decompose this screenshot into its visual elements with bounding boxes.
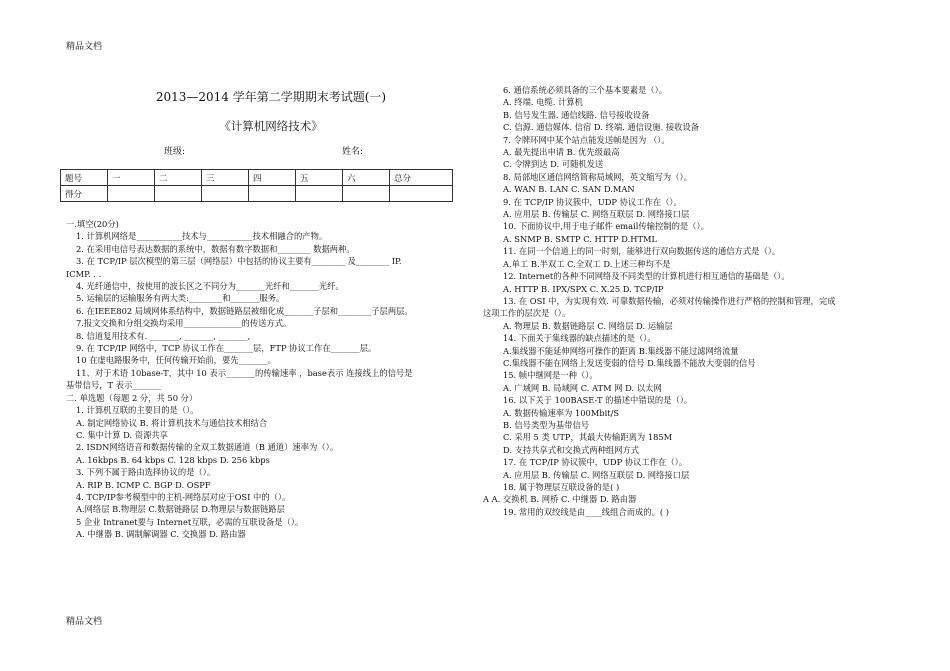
question-line: 8. 信道复用技术有. _______, _______, _______, bbox=[76, 330, 251, 341]
question-line: 7. 令牌环网中某个站点能发送帧是因为 （）。 bbox=[503, 134, 670, 145]
question-line: 6. 通信系统必须具备的三个基本要素是（）。 bbox=[503, 85, 668, 95]
right-column bbox=[483, 84, 903, 518]
score-cell bbox=[343, 186, 390, 202]
question-line: 11、对于术语 10base-T，其中 10 表示_______的传输速率 ，base表示 连接线上的信号是 bbox=[76, 367, 413, 378]
option-line: A A. 交换机 B. 网桥 C. 中继器 D. 路由器 bbox=[483, 494, 637, 505]
exam-subtitle: 《计算机网络技术》 bbox=[219, 119, 323, 133]
page-header: 精品文档 bbox=[66, 42, 103, 52]
question-line: 13. 在 OSI 中，为实现有效. 可靠数据传输，必须对传输操作进行严格的控制和管理，完成 bbox=[503, 295, 836, 306]
option-line: D. 支持共享式和交换式两种组网方式 bbox=[503, 444, 640, 455]
question-line: 11. 在同一个信道上的同一时刻，能够进行双向数据传送的通信方式是（）。 bbox=[503, 246, 781, 257]
score-table-header-row bbox=[61, 170, 453, 186]
question-line: ICMP. . . bbox=[66, 268, 102, 279]
option-line: A. SNMP B. SMTP C. HTTP D.HTML bbox=[503, 233, 658, 244]
option-line: B. 信号发生器. 通信线路. 信号接收设备 bbox=[503, 109, 650, 120]
option-line: B. 信号类型为基带信号 bbox=[503, 419, 590, 430]
option-line: A.网络层 B.物理层 C.数据链路层 D.物理层与数据链路层 bbox=[76, 504, 285, 515]
class-label: 班级: bbox=[164, 147, 186, 157]
option-line: C. 令牌到达 D. 可随机发送 bbox=[503, 159, 604, 170]
option-line: A. 16kbps B. 64 kbps C. 128 kbps D. 256 kbps bbox=[76, 454, 270, 465]
question-line: 这项工作的层次是（）。 bbox=[483, 308, 571, 319]
question-line: 1. 计算机网络是___________技术与___________技术相融合的产物。 bbox=[76, 231, 328, 242]
page-footer: 精品文档 bbox=[66, 617, 103, 627]
option-line: A. 中继器 B. 调制解调器 C. 交换器 D. 路由器 bbox=[76, 529, 246, 540]
question-line: 17. 在 TCP/IP 协议簇中，UDP 协议工作在（）。 bbox=[503, 457, 688, 468]
score-table bbox=[60, 169, 453, 202]
question-line: 3. 下列不属于路由选择协议的是（）。 bbox=[76, 467, 216, 478]
option-line: C. 信源. 通信媒体. 信宿 D. 终端. 通信设施. 接收设备 bbox=[503, 122, 700, 133]
exam-title: 2013—2014 学年第二学期期末考试题(一) bbox=[155, 90, 387, 104]
section-heading: 二. 单选题（每题 2 分，共 50 分） bbox=[66, 392, 198, 403]
option-line: C. 集中计算 D. 资源共享 bbox=[76, 429, 168, 440]
score-cell: 得分 bbox=[61, 186, 108, 202]
option-line: A. 应用层 B. 传输层 C. 网络互联层 D. 网络接口层 bbox=[503, 469, 690, 480]
option-line: A. HTTP B. IPX/SPX C. X.25 D. TCP/IP bbox=[503, 283, 664, 294]
question-line: 15. 帧中继网是一种（）。 bbox=[503, 370, 598, 381]
score-cell bbox=[296, 186, 343, 202]
question-line: 14. 下面关于集线器的缺点描述的是（）。 bbox=[503, 333, 656, 344]
question-line: 10. 下面协议中,用于电子邮件 email传输控制的是（）。 bbox=[503, 221, 709, 232]
score-cell: 五 bbox=[296, 170, 343, 186]
question-line: 7.报文交换和分组交换均采用______________的传送方式。 bbox=[76, 318, 292, 329]
question-line: 5. 运输层的运输服务有两大类:________和_______服务。 bbox=[76, 293, 285, 304]
score-cell: 一 bbox=[108, 170, 155, 186]
score-cell: 题号 bbox=[61, 170, 108, 186]
option-line: C.集线器不能在网络上发送变弱的信号 D.集线器不能放大变弱的信号 bbox=[503, 357, 756, 368]
question-line: 4. 光纤通信中，按使用的波长区之不同分为_______光纤和_______光纤。 bbox=[76, 281, 344, 292]
score-cell bbox=[108, 186, 155, 202]
question-line: 5 企业 Intranet要与 Internet互联，必需的互联设备是（）。 bbox=[76, 516, 304, 527]
score-cell bbox=[202, 186, 249, 202]
question-line: 1. 计算机互联的主要目的是（）。 bbox=[76, 405, 199, 416]
question-line: 10 在虚电路服务中，任何传输开始前，要先_______。 bbox=[76, 355, 276, 366]
option-line: A. 应用层 B. 传输层 C. 网络互联层 D. 网络接口层 bbox=[503, 209, 690, 220]
question-line: 12. Internet的各种不同网络及不同类型的计算机进行相互通信的基础是（）。 bbox=[503, 271, 790, 282]
question-line: 2. ISDN网络语音和数据传输的全双工数据通道（B 通道）速率为（）。 bbox=[76, 442, 339, 453]
option-line: A. 物理层 B. 数据链路层 C. 网络层 D. 运输层 bbox=[503, 320, 673, 331]
question-line: 8. 局部地区通信网络简称局域网，英文缩写为（）。 bbox=[503, 171, 692, 182]
score-cell: 六 bbox=[343, 170, 390, 186]
option-line: A. 广域网 B. 局域网 C. ATM 网 D. 以太网 bbox=[503, 382, 662, 393]
left-column bbox=[66, 218, 476, 541]
question-line: 18. 属于物理层互联设备的是( ) bbox=[503, 482, 620, 492]
question-line: 19. 常用的双绞线是由____线组合而成的。( ) bbox=[503, 506, 669, 517]
name-label: 姓名: bbox=[342, 147, 364, 157]
question-line: 基带信号，T 表示_______ bbox=[66, 380, 162, 391]
question-line: 16. 以下关于 100BASE-T 的描述中错误的是（）。 bbox=[503, 395, 693, 406]
option-line: A.单工 B.半双工 C.全双工 D.上述三种均不是 bbox=[503, 258, 671, 269]
option-line: A. 终端. 电缆. 计算机 bbox=[503, 97, 583, 108]
question-line: 6. 在IEEE802 局域网体系结构中，数据链路层被细化成_______子层和________子层两层。 bbox=[76, 305, 413, 316]
score-cell: 总分 bbox=[390, 170, 453, 186]
question-line: 9. 在 TCP/IP 网络中，TCP 协议工作在_______层，FTP 协议工作在_______层。 bbox=[76, 343, 377, 354]
score-table-score-row bbox=[61, 186, 453, 202]
option-line: A. WAN B. LAN C. SAN D.MAN bbox=[503, 184, 635, 195]
score-cell: 二 bbox=[155, 170, 202, 186]
option-line: A.集线器不能延伸网络可操作的距离 B.集线器不能过滤网络流量 bbox=[503, 345, 739, 356]
question-line: 4. TCP/IP参考模型中的主机-网络层对应于OSI 中的（）。 bbox=[76, 491, 291, 502]
question-line: 2. 在采用电信号表达数据的系统中，数据有数字数据和________ 数据两种。 bbox=[76, 243, 355, 254]
score-cell bbox=[249, 186, 296, 202]
question-line: 9. 在 TCP/IP 协议簇中，UDP 协议工作在（）。 bbox=[503, 196, 682, 207]
score-cell: 三 bbox=[202, 170, 249, 186]
score-cell: 四 bbox=[249, 170, 296, 186]
option-line: C. 采用 5 类 UTP，其最大传输距离为 185M bbox=[503, 432, 673, 443]
score-cell bbox=[390, 186, 453, 202]
option-line: A. RIP B. ICMP C. BGP D. OSPF bbox=[76, 479, 211, 490]
option-line: A. 最先提出申请 B. 优先级最高 bbox=[503, 147, 620, 158]
question-line: 3. 在 TCP/IP 层次模型的第三层（网络层）中包括的协议主要有________ 及________ IP. bbox=[76, 256, 402, 267]
section-heading: 一.填空(20分) bbox=[66, 219, 119, 229]
score-cell bbox=[155, 186, 202, 202]
option-line: A. 数据传输速率为 100Mbit/S bbox=[503, 407, 620, 418]
option-line: A. 制定网络协议 B. 将计算机技术与通信技术相结合 bbox=[76, 417, 268, 428]
